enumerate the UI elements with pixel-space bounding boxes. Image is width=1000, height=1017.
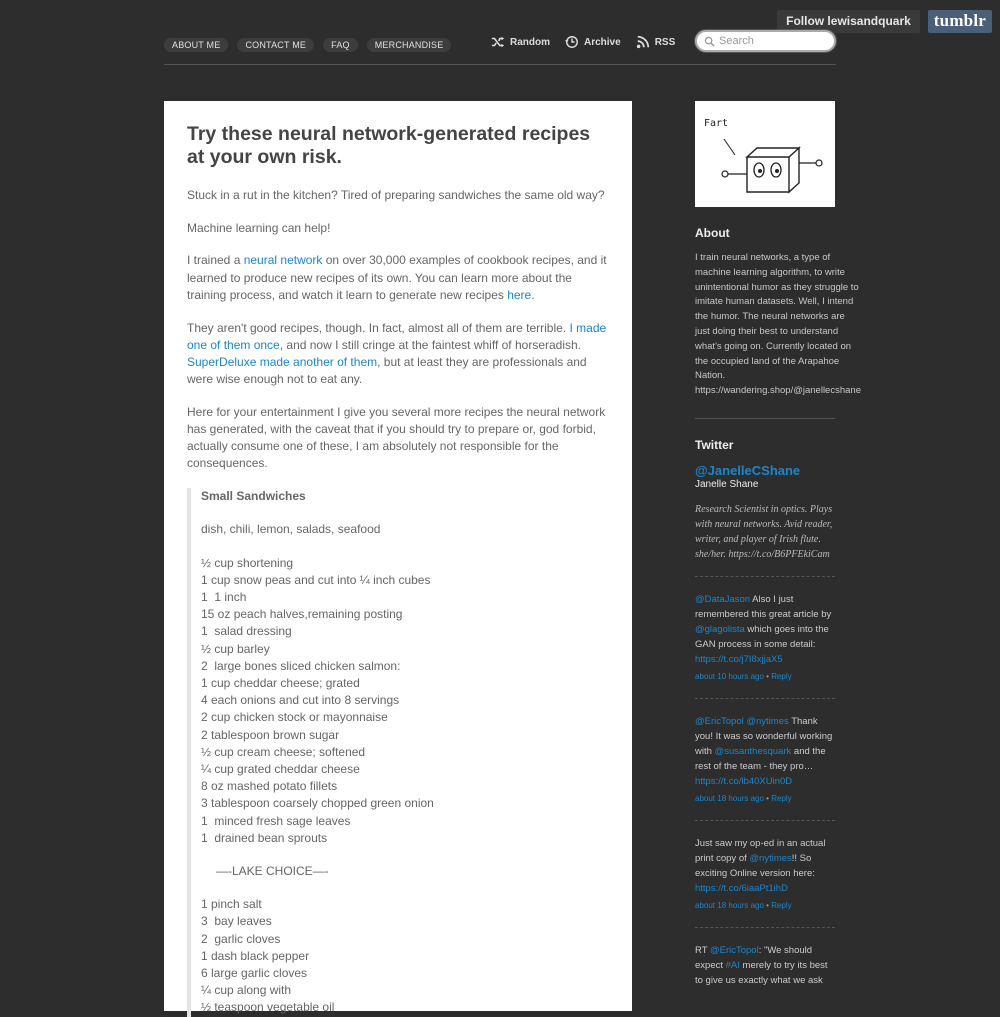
tweet-meta: about 18 hours ago • Reply [695,900,792,910]
tweet-reply[interactable]: Reply [771,900,792,910]
tweet-mention[interactable]: @susanthesquark [714,745,792,757]
post-paragraph-3 [187,252,609,304]
archive-link[interactable] [565,35,621,49]
tweet-hashtag[interactable]: #AI [725,959,740,971]
rss-icon [636,35,650,49]
ingredient: ¼ cup along with [201,983,292,998]
tumblr-logo[interactable]: tumblr [928,10,992,33]
rss-label: RSS [654,36,676,48]
ingredient: 4 each onions and cut into 8 servings [201,693,400,708]
shuffle-icon [491,35,505,49]
divider [695,418,835,419]
ingredient: 3 bay leaves [201,914,272,929]
spacer [201,880,609,896]
tweet-text: RT [695,944,710,956]
text: on over 30,000 examples of cookbook recipes, and it learned to produce new recipes of its own. You can learn more about the training process, and watch it learn to generate new recipes [187,253,607,302]
top-nav [491,35,675,49]
follow-button[interactable]: Follow lewisandquark [777,10,920,33]
tweet-mention[interactable]: @nytimes [746,715,789,727]
tweet-meta: about 18 hours ago • Reply [695,793,792,803]
random-link[interactable] [491,35,550,49]
about-url: https://wandering.shop/@janellecshane [695,385,861,397]
ingredient: ½ cup cream cheese; softened [201,744,366,759]
text: . [531,287,535,302]
about-heading: About [695,226,730,240]
search-icon [704,36,715,47]
nav-merchandise[interactable]: MERCHANDISE [367,38,452,52]
post [164,101,632,1015]
ingredient: 1 cup cheddar cheese; grated [201,675,360,690]
ingredient-list [201,555,609,847]
tweet [695,592,835,684]
about-text [695,251,860,399]
tweet-text: merely to try its best to give us exactly what we ask [695,959,828,986]
twitter-heading: Twitter [695,437,734,452]
search-input[interactable] [719,35,827,47]
text: I trained a [187,253,244,268]
tweet-mention[interactable]: @DataJason [695,593,751,605]
neural-network-link[interactable]: neural network [243,253,323,268]
tweet-divider [695,576,835,577]
ingredient: 1 salad dressing [201,624,292,639]
tweet-text: Also I just remembered this great article by [695,593,832,620]
text: They aren't good recipes, though. In fact, almost all of them are terrible. [187,320,570,335]
ingredient: ½ cup shortening [201,555,294,570]
tweet-divider [695,698,835,699]
site-header [164,30,836,65]
made-one-link[interactable]: I made one of them once [187,320,607,352]
post-paragraph-1: Stuck in a rut in the kitchen? Tired of preparing sandwiches the same old way? [187,188,605,202]
nav-faq[interactable]: FAQ [323,38,358,52]
twitter-bio: Research Scientist in optics. Plays with neural networks. Avid reader, writer, and player of Irish flute. she/her. https://t.co/B6PFEkiCam [695,503,833,560]
text: , and now I still cringe at the faintest whiff of horseradish. [279,337,582,352]
ingredient: 2 cup chicken stock or mayonnaise [201,710,388,725]
post-title[interactable]: Try these neural network-generated recipes at your own risk. [187,123,591,168]
ingredient: ½ teaspoon vegetable oil [201,1000,335,1015]
avatar[interactable] [695,101,835,207]
ingredient: 1 pinch salt [201,897,262,912]
twitter-name: Janelle Shane [695,478,759,490]
sidebar [695,101,860,988]
tweet-mention[interactable]: @nytimes [749,852,792,864]
nav-pills [164,38,451,52]
recipe-keywords: dish, chili, lemon, salads, seafood [201,522,381,537]
recipe-blockquote [187,488,609,1016]
ingredient: 3 tablespoon coarsely chopped green onion [201,796,434,811]
ingredient: 6 large garlic cloves [201,966,308,981]
clock-icon [565,35,579,49]
ingredient: 1 minced fresh sage leaves [201,813,351,828]
tweet-link[interactable]: https://t.co/6iaaPt1ihD [695,882,788,894]
ingredient: ½ cup barley [201,641,270,656]
tweet-text: which goes into the GAN process in some detail: [695,623,829,650]
cube-drawing [695,101,835,207]
tweet-mention[interactable]: @EricTopol [695,715,744,727]
recipe-section-heading: —-LAKE CHOICE—- [216,864,329,878]
superdeluxe-link[interactable]: SuperDeluxe made another of them [187,354,378,369]
random-label: Random [510,36,550,48]
ingredient: 2 large bones sliced chicken salmon: [201,658,401,673]
ingredient: 8 oz mashed potato fillets [201,779,338,794]
tweet-divider [695,820,835,821]
text: , but at least they are professionals and were wise enough not to eat any. [187,354,587,387]
tweet-reply[interactable]: Reply [771,793,792,803]
post-paragraph-4 [187,320,609,389]
ingredient: 1 cup snow peas and cut into ¼ inch cubes [201,572,431,587]
nav-about-me[interactable]: ABOUT ME [164,38,228,52]
tweet-time[interactable]: about 18 hours ago [695,900,764,910]
twitter-handle-link[interactable]: @JanelleCShane [695,462,801,478]
tweet-meta: about 10 hours ago • Reply [695,671,792,681]
tweet-time[interactable]: about 18 hours ago [695,793,764,803]
tweet [695,943,835,988]
tweet-time[interactable]: about 10 hours ago [695,671,764,681]
tweet [695,836,835,913]
ingredient: 1 1 inch [201,589,247,604]
ingredient: ¼ cup grated cheddar cheese [201,761,360,776]
about-body: I train neural networks, a type of machine learning algorithm, to write unintentional humor as they struggle to imitate human datasets. Well, I intend the humor. The neural networks are just doing their best to understand what's going on. Currently located on the occupied land of the Arapahoe Nation. [695,252,859,382]
ingredient: 15 oz peach halves,remaining posting [201,607,403,622]
ingredient: 2 tablespoon brown sugar [201,727,340,742]
tweet [695,714,835,806]
ingredient: 1 dash black pepper [201,948,310,963]
tweet-text: Just saw my op-ed in an actual print copy of [695,837,826,864]
tweet-text: : "We should expect [695,944,813,971]
tweet-text: !! So exciting Online version here: [695,852,815,879]
tweet-text: Thank you! It was so wonderful working with [695,715,833,757]
here-link[interactable]: here [507,287,532,302]
ingredient: 1 drained bean sprouts [201,830,328,845]
ingredient-list-2 [201,896,609,1016]
tweet-mention[interactable]: @EricTopol [709,944,759,956]
recipe-title: Small Sandwiches [201,489,306,504]
post-paragraph-2: Machine learning can help! [187,220,331,235]
tweet-divider [695,927,835,928]
spacer [201,847,609,863]
avatar-caption: Fart [704,118,729,129]
tweet-link[interactable]: https://t.co/lb40XUin0D [695,775,793,787]
tweet-mention[interactable]: @glagolista [695,623,745,635]
tweet-reply[interactable]: Reply [771,671,792,681]
rss-link[interactable] [636,35,676,49]
tweet-link[interactable]: https://t.co/j7I8xjjaX5 [695,653,783,665]
post-paragraph-5: Here for your entertainment I give you several more recipes the neural network has generated, with the caveat that if you should try to prepare or, god forbid, actually consume one of these, I am absolutely not responsible for the consequences. [187,404,606,471]
nav-contact-me[interactable]: CONTACT ME [237,38,314,52]
ingredient: 2 garlic cloves [201,931,281,946]
search-box [695,30,836,52]
tweet-text: and the rest of the team - they pro… [695,745,826,772]
archive-label: Archive [584,36,621,48]
